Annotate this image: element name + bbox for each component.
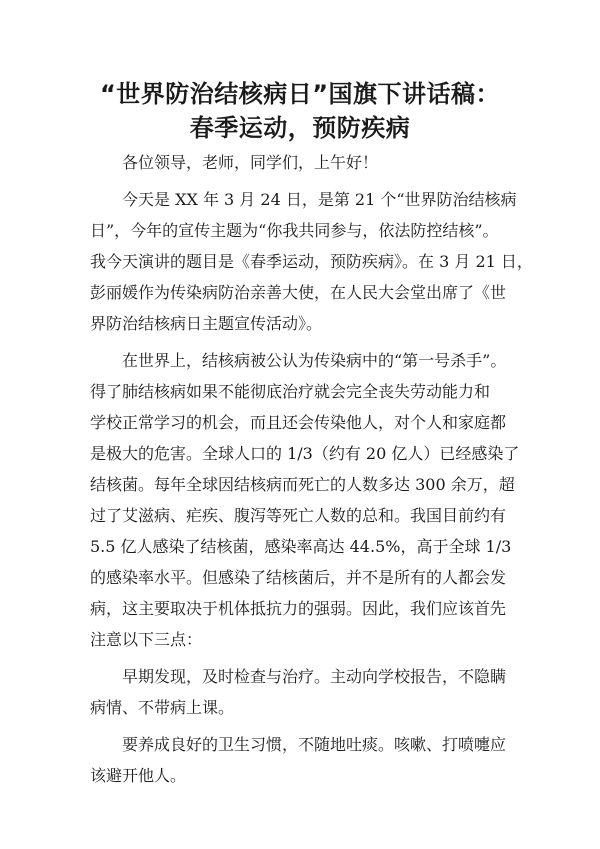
paragraph-line: 过了艾滋病、疟疾、腹泻等死亡人数的总和。我国目前约有 (90, 506, 507, 525)
paragraph-line: 今天是 XX 年 3 月 24 日，是第 21 个“世界防治结核病 (122, 190, 517, 209)
paragraph-line: 病，这主要取决于机体抵抗力的强弱。因此，我们应该首先 (90, 599, 507, 618)
paragraph-line: 日”，今年的宣传主题为“你我共同参与，依法防控结核”。 (90, 221, 499, 240)
paragraph-line: 我今天演讲的题目是《春季运动，预防疾病》。在 3 月 21 日， (90, 252, 533, 271)
paragraph-line: 学校正常学习的机会，而且还会传染他人，对个人和家庭都 (90, 413, 507, 432)
document-body (90, 147, 533, 797)
paragraph-line: 该避开他人。 (90, 766, 187, 785)
paragraph-point-1 (90, 661, 530, 723)
paragraph-line: 的感染率水平。但感染了结核菌后，并不是所有的人都会发 (90, 568, 507, 587)
paragraph-line: 5.5 亿人感染了结核菌，感染率高达 44.5%，高于全球 1/3 (90, 537, 512, 556)
paragraph-facts (90, 345, 530, 655)
document-title-line-1: “世界防治结核病日”国旗下讲话稿： (99, 80, 501, 108)
paragraph-point-2 (90, 729, 530, 791)
paragraph-line: 结核菌。每年全球因结核病而死亡的人数多达 300 余万，超 (90, 475, 515, 494)
paragraph-line: 注意以下三点： (90, 630, 203, 649)
paragraph-line: 要养成良好的卫生习惯，不随地吐痰。咳嗽、打喷嚏应 (122, 735, 507, 754)
paragraph-line: 在世界上，结核病被公认为传染病中的“第一号杀手”。 (122, 351, 507, 370)
paragraph-line: 各位领导，老师，同学们，上午好！ (122, 153, 379, 172)
paragraph-line: 得了肺结核病如果不能彻底治疗就会完全丧失劳动能力和 (90, 382, 491, 401)
document-title-line-2: 春季运动，预防疾病 (189, 114, 411, 142)
paragraph-greeting (90, 147, 530, 178)
paragraph-line: 早期发现，及时检查与治疗。主动向学校报告，不隐瞒 (122, 667, 507, 686)
paragraph-line: 界防治结核病日主题宣传活动》。 (90, 314, 323, 333)
paragraph-intro (90, 184, 533, 339)
paragraph-line: 是极大的危害。全球人口的 1/3（约有 20 亿人）已经感染了 (90, 444, 520, 463)
paragraph-line: 彭丽媛作为传染病防治亲善大使，在人民大会堂出席了《世 (90, 283, 507, 302)
paragraph-line: 病情、不带病上课。 (90, 698, 235, 717)
